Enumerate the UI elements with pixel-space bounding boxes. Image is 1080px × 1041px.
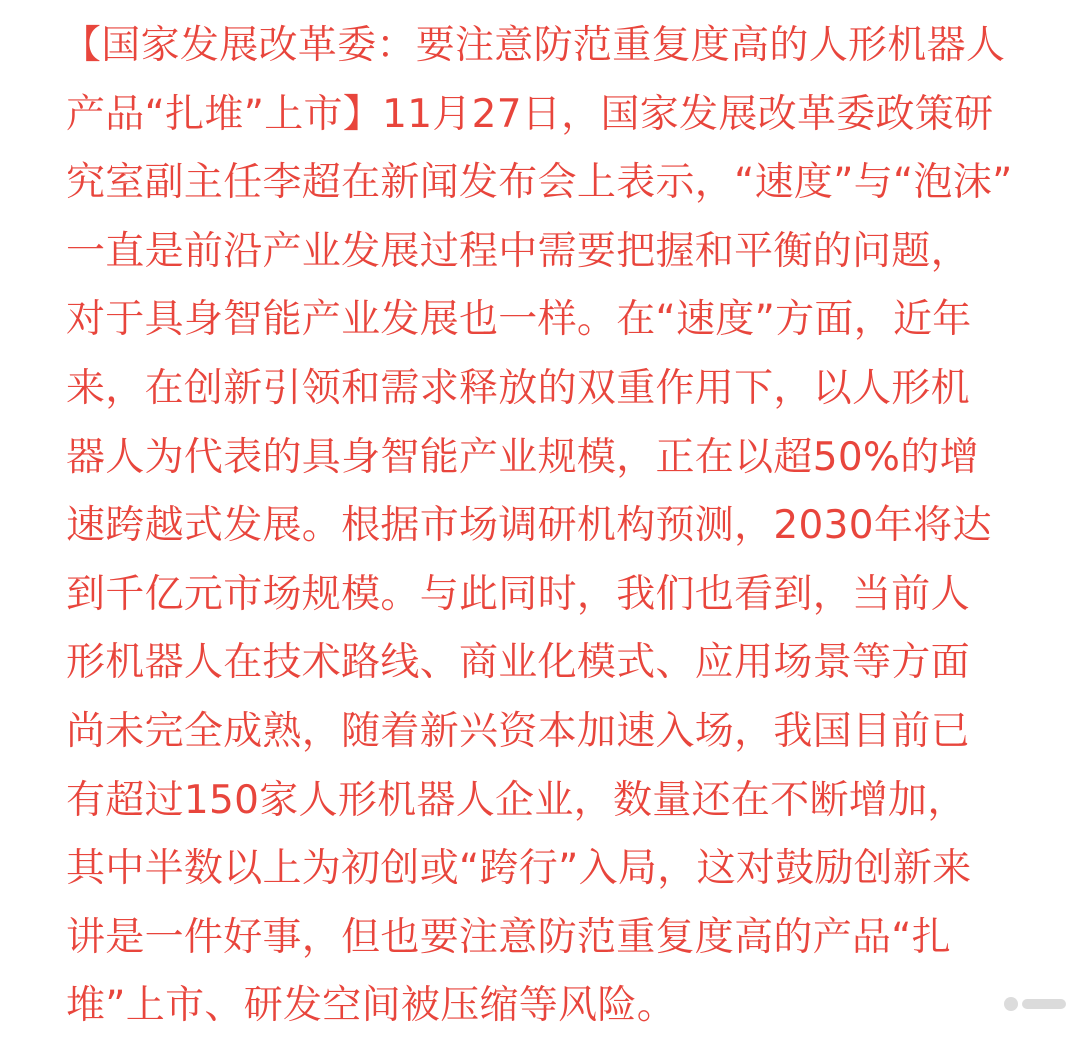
article-line: 形机器人在技术路线、商业化模式、应用场景等方面 — [66, 640, 970, 686]
article-line: 器人为代表的具身智能产业规模，正在以超50%的增 — [66, 434, 979, 480]
article-line: 对于具身智能产业发展也一样。在“速度”方面，近年 — [66, 297, 972, 343]
article-line: 到千亿元市场规模。与此同时，我们也看到，当前人 — [66, 571, 970, 617]
article-line: 其中半数以上为初创或“跨行”入局，这对鼓励创新来 — [66, 846, 972, 892]
watermark-logo — [1004, 992, 1066, 1016]
news-article — [62, 12, 1056, 1041]
watermark-bar-icon — [1022, 999, 1066, 1009]
article-line: 讲是一件好事，但也要注意防范重复度高的产品“扎 — [66, 914, 952, 960]
article-line: 究室副主任李超在新闻发布会上表示，“速度”与“泡沫” — [66, 160, 1013, 206]
article-line: 产品“扎堆”上市】11月27日，国家发展改革委政策研 — [66, 91, 994, 137]
article-line: 一直是前沿产业发展过程中需要把握和平衡的问题， — [66, 228, 970, 274]
article-line: 有超过150家人形机器人企业，数量还在不断增加， — [66, 777, 967, 823]
article-line: 速跨越式发展。根据市场调研机构预测，2030年将达 — [66, 503, 992, 549]
article-line: 尚未完全成熟，随着新兴资本加速入场，我国目前已 — [66, 708, 970, 754]
article-line: 【国家发展改革委：要注意防范重复度高的人形机器人 — [62, 23, 1006, 68]
article-line: 来，在创新引领和需求释放的双重作用下，以人形机 — [66, 365, 970, 411]
watermark-dot-icon — [1004, 997, 1018, 1011]
article-line: 堆”上市、研发空间被压缩等风险。 — [66, 983, 677, 1029]
